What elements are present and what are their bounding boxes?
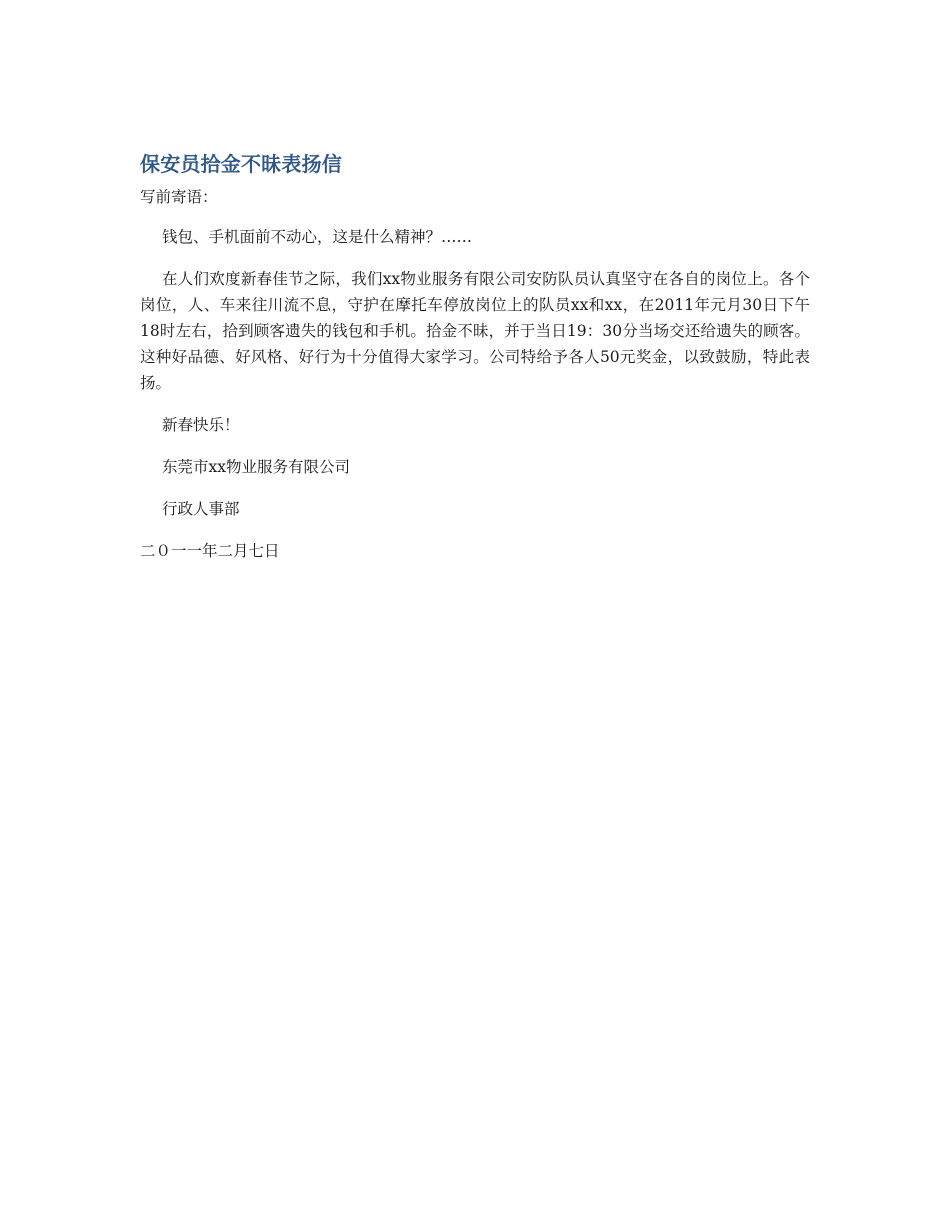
- department-signature: 行政人事部: [162, 500, 240, 518]
- document-page: [140, 148, 810, 580]
- intro-paragraph: 钱包、手机面前不动心，这是什么精神？……: [162, 228, 473, 246]
- preface-text: 写前寄语：: [140, 188, 218, 206]
- document-title: 保安员拾金不昧表扬信: [140, 152, 342, 176]
- greeting-text: 新春快乐！: [162, 416, 240, 434]
- body-paragraph: 在人们欢度新春佳节之际，我们xx物业服务有限公司安防队员认真坚守在各自的岗位上。各个岗位，人、车来往川流不息，守护在摩托车停放岗位上的队员xx和xx，在2011年元月30日下午18时左右，拾到顾客遗失的钱包和手机。拾金不昧，并于当日19：30分当场交还给遗失的顾客。这种好品德、好风格、好行为十分值得大家学习。公司特给予各人50元奖金，以致鼓励，特此表扬。: [140, 270, 810, 392]
- company-signature: 东莞市xx物业服务有限公司: [162, 458, 350, 476]
- letter-date: 二０一一年二月七日: [140, 542, 280, 560]
